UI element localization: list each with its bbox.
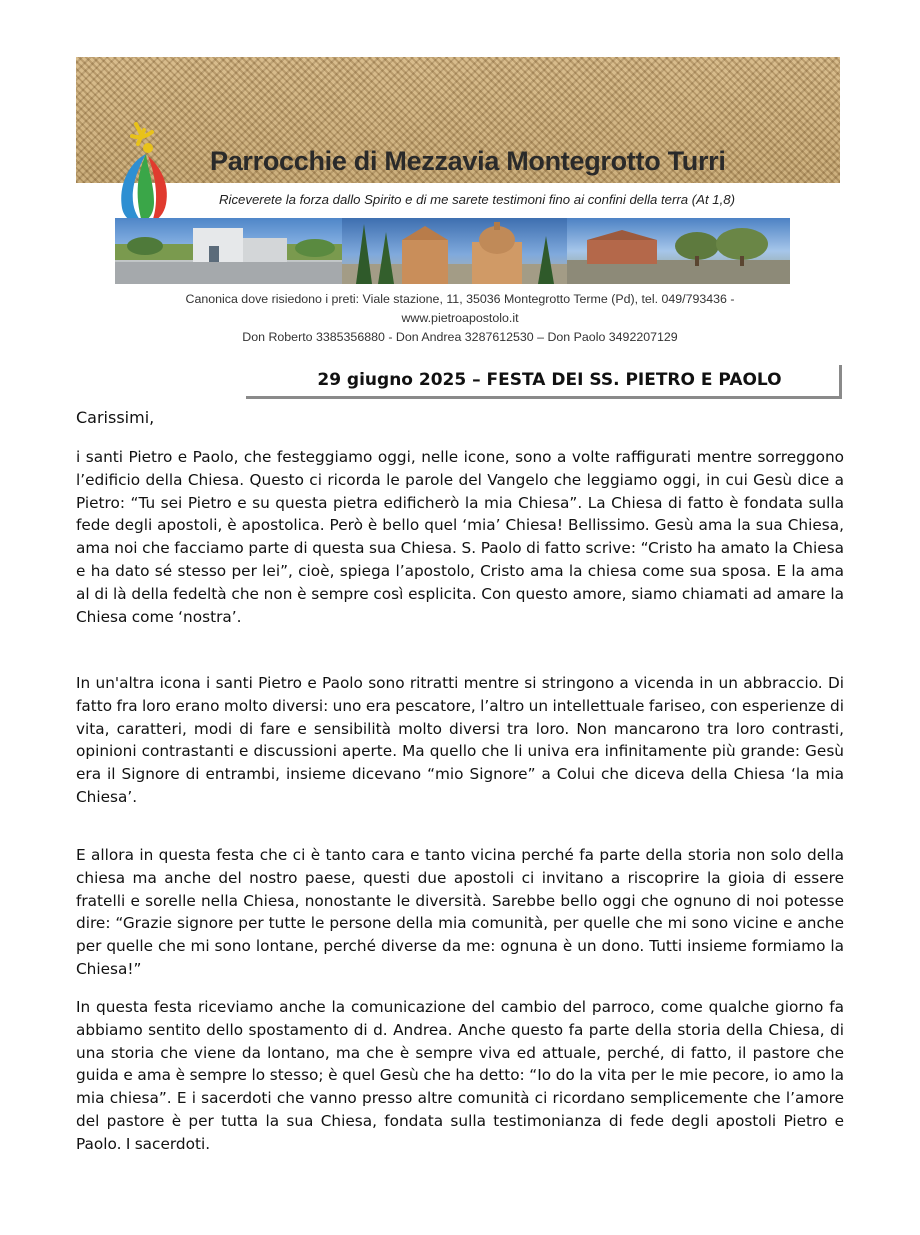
dove-flame-logo-icon: [116, 122, 174, 226]
paragraph-3: E allora in questa festa che ci è tanto cara e tanto vicina perché fa parte della storia non solo della chiesa ma anche del nostro paese, questi due apostoli ci invitano a riscoprire la gioia di essere fratelli e sorelle nella Chiesa, nonostante le diversità. Sarebbe bello oggi che ognuno di noi potesse dire: “Grazie signore per tutte le persone della mia comunità, per quelle che mi sono vicine e anche per quelle che mi sono lontane, perché diverse da me: ognuna è un dono. Tutti insieme formiamo la Chiesa!”: [76, 846, 844, 978]
parish-motto: Riceverete la forza dallo Spirito e di me sarete testimoni fino ai confini della terra (At 1,8): [219, 192, 736, 207]
church-photo-dome: [342, 218, 567, 284]
paragraph-2: In un'altra icona i santi Pietro e Paolo sono ritratti mentre si stringono a vicenda in un abbraccio. Di fatto fra loro erano molto diversi: uno era pescatore, l’altro un intellettuale fariseo, con esperienze di vita, caratteri, modi di fare e sensibilità molto diversi tra loro. Non mancarono tra loro contrasti, opinioni contrastanti e discussioni aperte. Ma quello che li univa era infinitamente più grande: Gesù era il Signore di entrambi, insieme dicevano “mio Signore” a Colui che diceva della Chiesa ‘la mia Chiesa’.: [76, 674, 844, 806]
paragraph-1: i santi Pietro e Paolo, che festeggiamo oggi, nelle icone, sono a volte raffigurati mentre sorreggono l’edificio della Chiesa. Questo ci ricorda le parole del Vangelo che leggiamo oggi, in cui Gesù dice a Pietro: “Tu sei Pietro e su questa pietra edificherò la mia Chiesa”. La Chiesa di fatto è fondata sulla fede degli apostoli, è apostolica. Però è bello quel ‘mia’ Chiesa! Bellissimo. Gesù ama la sua Chiesa, ama noi che facciamo parte di questa sua Chiesa. S. Paolo di fatto scrive: “Cristo ha amato la Chiesa e ha dato sé stesso per lei”, cioè, spiega l’apostolo, Cristo ama la chiesa come sua sposa. E la ama al di là della fedeltà che non è sempre così esplicita. Con questo amore, siamo chiamati ad amare la Chiesa come ‘nostra’.: [76, 448, 844, 626]
church-photo-modern: [115, 218, 342, 284]
date-title-box: [246, 365, 842, 399]
priests-phone-numbers: Don Roberto 3385356880 - Don Andrea 3287612530 – Don Paolo 3492207129: [242, 330, 678, 344]
church-photo-strip: [115, 218, 790, 284]
greeting: Carissimi,: [76, 408, 155, 427]
date-title: 29 giugno 2025 – FESTA DEI SS. PIETRO E PAOLO: [317, 370, 782, 390]
church-photo-garden: [567, 218, 790, 284]
parish-title: Parrocchie di Mezzavia Montegrotto Turri: [210, 146, 726, 176]
paragraph-4: In questa festa riceviamo anche la comunicazione del cambio del parroco, come qualche giorno fa abbiamo sentito dello spostamento di d. Andrea. Anche questo fa parte della storia della Chiesa, di una storia che viene da lontano, ma che è sempre viva ed attuale, perché, di fatto, il pastore che guida e ama è sempre lo stesso; è quel Gesù che ha detto: “Io do la vita per le mie pecore, io amo la mia chiesa”. E i sacerdoti che vanno presso altre comunità ci ricordano semplicemente che l’amore del pastore è per tutta la sua Chiesa, fondata sulla testimonianza di fede degli apostoli Pietro e Paolo. I sacerdoti.: [76, 998, 844, 1153]
contact-address: Canonica dove risiedono i preti: Viale stazione, 11, 35036 Montegrotto Terme (Pd), tel. 049/793436 -: [185, 292, 735, 306]
website-link[interactable]: www.pietroapostolo.it: [401, 311, 519, 325]
